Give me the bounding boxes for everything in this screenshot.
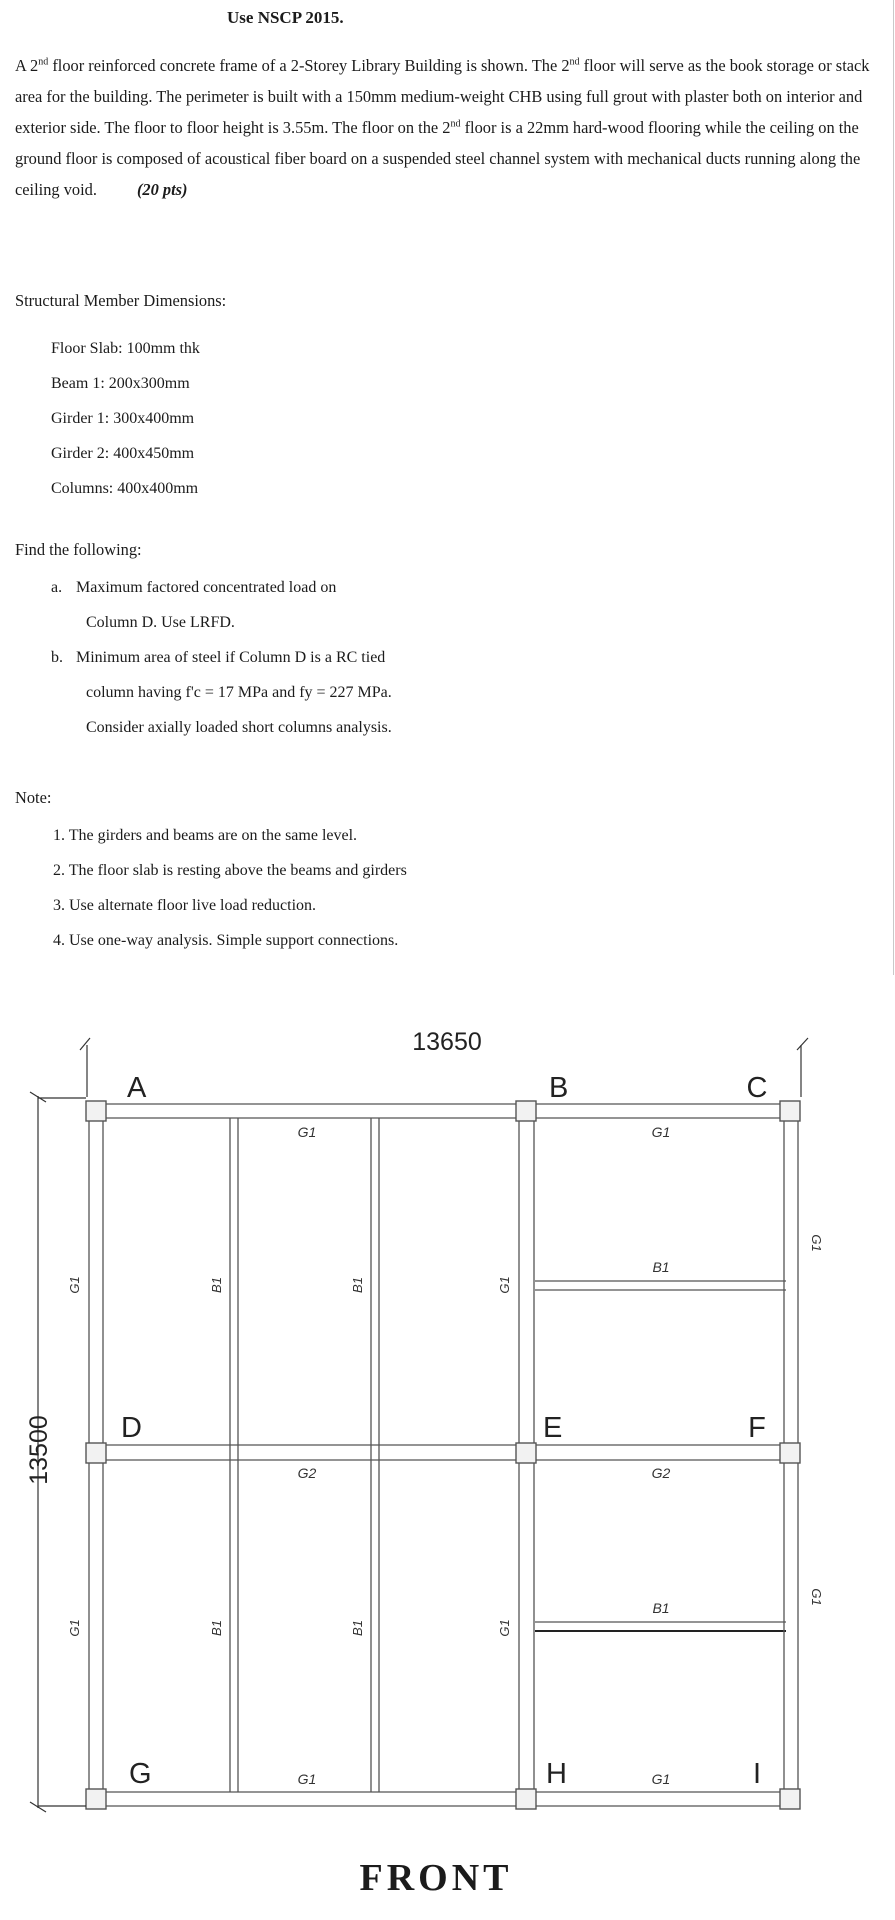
dimension-item: Floor Slab: 100mm thk bbox=[51, 340, 200, 357]
member-label-g1: G1 bbox=[497, 1619, 512, 1637]
column-label-g: G bbox=[129, 1758, 152, 1790]
find-item-letter: a. bbox=[51, 579, 63, 596]
find-item-line: Column D. Use LRFD. bbox=[86, 614, 235, 631]
find-item-a bbox=[51, 570, 531, 640]
problem-statement bbox=[15, 50, 885, 205]
find-item-line: Maximum factored concentrated load on bbox=[76, 579, 337, 596]
member-label-g1: G1 bbox=[67, 1276, 82, 1294]
dimension-item: Girder 1: 300x400mm bbox=[51, 410, 195, 427]
height-dimension: 13500 bbox=[25, 1415, 53, 1485]
dimensions-title: Structural Member Dimensions: bbox=[15, 291, 227, 310]
column-label-f: F bbox=[748, 1412, 766, 1444]
note-item: 2. The floor slab is resting above the beams and girders bbox=[53, 862, 407, 879]
column-label-d: D bbox=[121, 1412, 142, 1444]
intro-text-2: floor reinforced concrete frame of a 2-Storey Library Building is shown. The 2 bbox=[48, 56, 570, 75]
dimension-item: Beam 1: 200x300mm bbox=[51, 375, 190, 392]
member-label-g1: G1 bbox=[497, 1276, 512, 1294]
code-reference-header: Use NSCP 2015. bbox=[227, 8, 344, 27]
member-label-g1: G1 bbox=[651, 1124, 671, 1140]
intro-text-4: floor is a 22mm hard-wood flooring while the ceiling on the ground floor is composed of acoustical fiber board on a suspended steel channel system with mechanical ducts running along the ceiling void. bbox=[15, 118, 861, 199]
member-label-g1: G1 bbox=[297, 1771, 317, 1787]
column-label-e: E bbox=[543, 1412, 563, 1444]
member-label-g2: G2 bbox=[651, 1465, 671, 1481]
find-item-b bbox=[51, 640, 531, 745]
member-label-b1: B1 bbox=[652, 1600, 670, 1616]
note-title: Note: bbox=[15, 788, 52, 807]
intro-sup-3: nd bbox=[450, 118, 461, 130]
member-label-b1: B1 bbox=[209, 1620, 224, 1636]
points-label: (20 pts) bbox=[136, 180, 188, 199]
column-g-marker bbox=[86, 1789, 106, 1809]
column-label-c: C bbox=[746, 1072, 768, 1104]
member-label-b1: B1 bbox=[652, 1259, 670, 1275]
framing-plan-drawing bbox=[0, 990, 895, 1920]
width-dim-tick bbox=[797, 1038, 808, 1050]
member-label-g2: G2 bbox=[297, 1465, 317, 1481]
intro-text-1: A 2 bbox=[15, 56, 39, 75]
column-label-a: A bbox=[127, 1072, 147, 1104]
intro-sup-1: nd bbox=[38, 56, 49, 68]
column-f-marker bbox=[780, 1443, 800, 1463]
width-dimension: 13650 bbox=[412, 1028, 482, 1056]
column-label-b: B bbox=[549, 1072, 569, 1104]
dimensions-list bbox=[51, 331, 200, 506]
column-b-marker bbox=[516, 1101, 536, 1121]
find-list bbox=[51, 570, 531, 745]
member-label-g1: G1 bbox=[297, 1124, 317, 1140]
member-label-g1: G1 bbox=[809, 1588, 824, 1606]
find-item-line: Minimum area of steel if Column D is a RC tied bbox=[76, 649, 386, 666]
column-i-marker bbox=[780, 1789, 800, 1809]
intro-text-3: floor will serve as the book storage or stack area for the building. The perimeter is built with a 150mm medium-weight CHB using full grout with plaster both on interior and exterior side. The floor to floor height is 3.55m. The floor on the 2 bbox=[15, 56, 870, 137]
find-item-line: column having f'c = 17 MPa and fy = 227 MPa. bbox=[86, 684, 392, 701]
note-list bbox=[53, 818, 407, 958]
note-item: 3. Use alternate floor live load reduction. bbox=[53, 897, 317, 914]
page-edge-line bbox=[893, 0, 894, 975]
member-label-b1: B1 bbox=[350, 1620, 365, 1636]
find-item-line: Consider axially loaded short columns analysis. bbox=[86, 719, 392, 736]
note-item: 1. The girders and beams are on the same level. bbox=[53, 827, 358, 844]
member-label-b1: B1 bbox=[350, 1277, 365, 1293]
member-label-g1: G1 bbox=[67, 1619, 82, 1637]
column-a-marker bbox=[86, 1101, 106, 1121]
column-e-marker bbox=[516, 1443, 536, 1463]
floor-framing-plan bbox=[0, 990, 895, 1920]
dimension-item: Columns: 400x400mm bbox=[51, 480, 199, 497]
front-label: FRONT bbox=[359, 1857, 513, 1899]
column-d-marker bbox=[86, 1443, 106, 1463]
width-dim-tick bbox=[80, 1038, 90, 1050]
column-label-h: H bbox=[546, 1758, 567, 1790]
find-item-letter: b. bbox=[51, 649, 63, 666]
member-label-g1: G1 bbox=[651, 1771, 671, 1787]
find-title: Find the following: bbox=[15, 540, 142, 559]
member-label-b1: B1 bbox=[209, 1277, 224, 1293]
column-h-marker bbox=[516, 1789, 536, 1809]
member-label-g1: G1 bbox=[809, 1234, 824, 1252]
column-c-marker bbox=[780, 1101, 800, 1121]
intro-sup-2: nd bbox=[569, 56, 580, 68]
column-label-i: I bbox=[752, 1758, 762, 1790]
note-item: 4. Use one-way analysis. Simple support connections. bbox=[53, 932, 399, 949]
dimension-item: Girder 2: 400x450mm bbox=[51, 445, 195, 462]
